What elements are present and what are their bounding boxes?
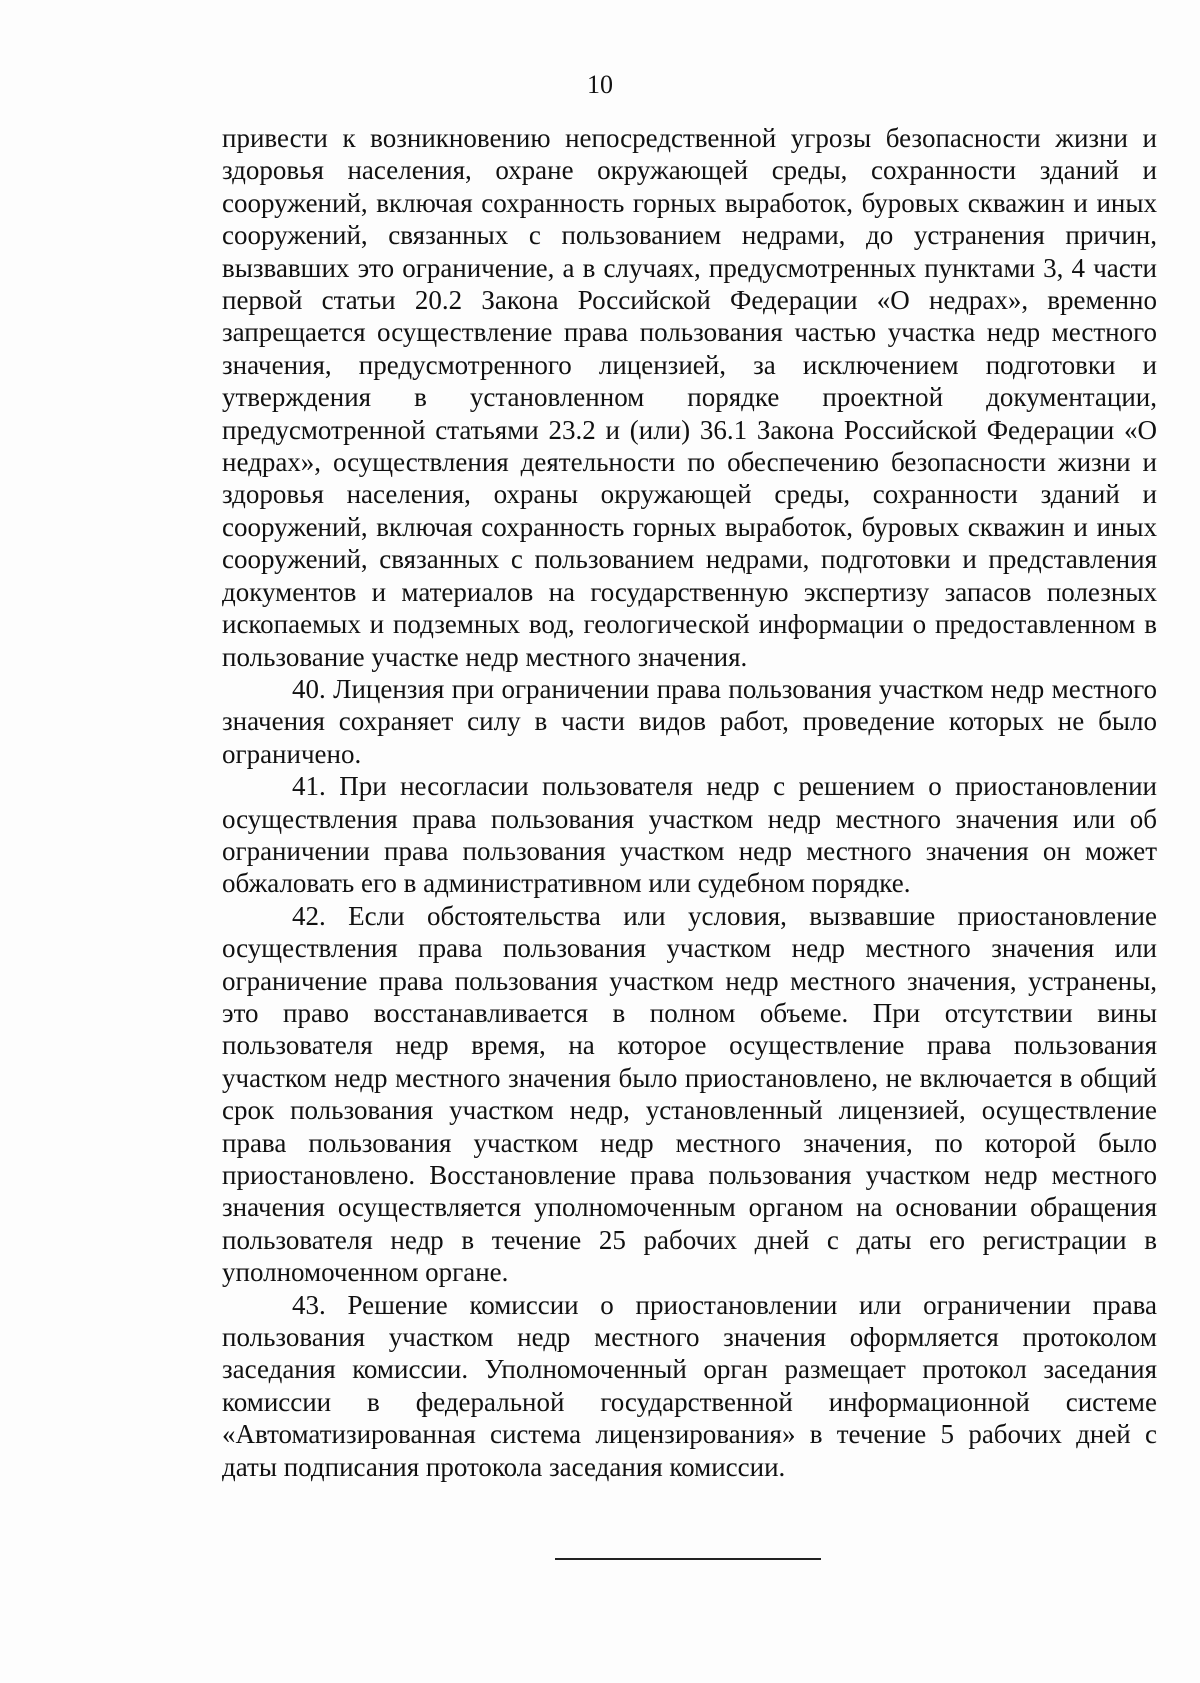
end-of-document-rule [555,1558,821,1560]
paragraph-40: 40. Лицензия при ограничении права пользования участком недр местного значения сохраняет силу в части видов работ, проведение которых не было ограничено. [222,673,1157,769]
paragraph-41: 41. При несогласии пользователя недр с решением о приостановлении осуществления права пользования участком недр местного значения или об ограничении права пользования участком недр местного значения он может обжаловать его в административном или судебном порядке. [222,771,1157,899]
page-number: 10 [587,70,613,99]
paragraph-42: 42. Если обстоятельства или условия, вызвавшие приостановление осуществления права пользования участком недр местного значения или ограничение права пользования участком недр местного значения, устранены, это право восстанавливается в полном объеме. При отсутствии вины пользователя недр время, на которое осуществление права пользования участком недр местного значения было приостановлено, не включается в общий срок пользования участком недр, установленный лицензией, осуществление права пользования участком недр местного значения, по которой было приостановлено. Восстановление права пользования участком недр местного значения осуществляется уполномоченным органом на основании обращения пользователя недр в течение 25 рабочих дней с даты его регистрации в уполномоченном органе. [222,900,1157,1288]
paragraph-continuation: привести к возникновению непосредственной угрозы безопасности жизни и здоровья населения, охране окружающей среды, сохранности зданий и сооружений, включая сохранность горных выработок, буровых скважин и иных сооружений, связанных с пользованием недрами, до устранения причин, вызвавших это ограничение, а в случаях, предусмотренных пунктами 3, 4 части первой статьи 20.2 Закона Российской Федерации «О недрах», временно запрещается осуществление права пользования частью участка недр местного значения, предусмотренного лицензией, за исключением подготовки и утверждения в установленном порядке проектной документации, предусмотренной статьями 23.2 и (или) 36.1 Закона Российской Федерации «О недрах», осуществления деятельности по обеспечению безопасности жизни и здоровья населения, охраны окружающей среды, сохранности зданий и сооружений, включая сохранность горных выработок, буровых скважин и иных сооружений, связанных с пользованием недрами, подготовки и представления документов и материалов на государственную экспертизу запасов полезных ископаемых и подземных вод, геологической информации о предоставленном в пользование участке недр местного значения. [222,123,1157,672]
paragraph-43: 43. Решение комиссии о приостановлении или ограничении права пользования участком недр местного значения оформляется протоколом заседания комиссии. Уполномоченный орган размещает протокол заседания комиссии в федеральной государственной информационной системе «Автоматизированная система лицензирования» в течение 5 рабочих дней с даты подписания протокола заседания комиссии. [222,1289,1157,1482]
document-body [222,122,1157,1483]
